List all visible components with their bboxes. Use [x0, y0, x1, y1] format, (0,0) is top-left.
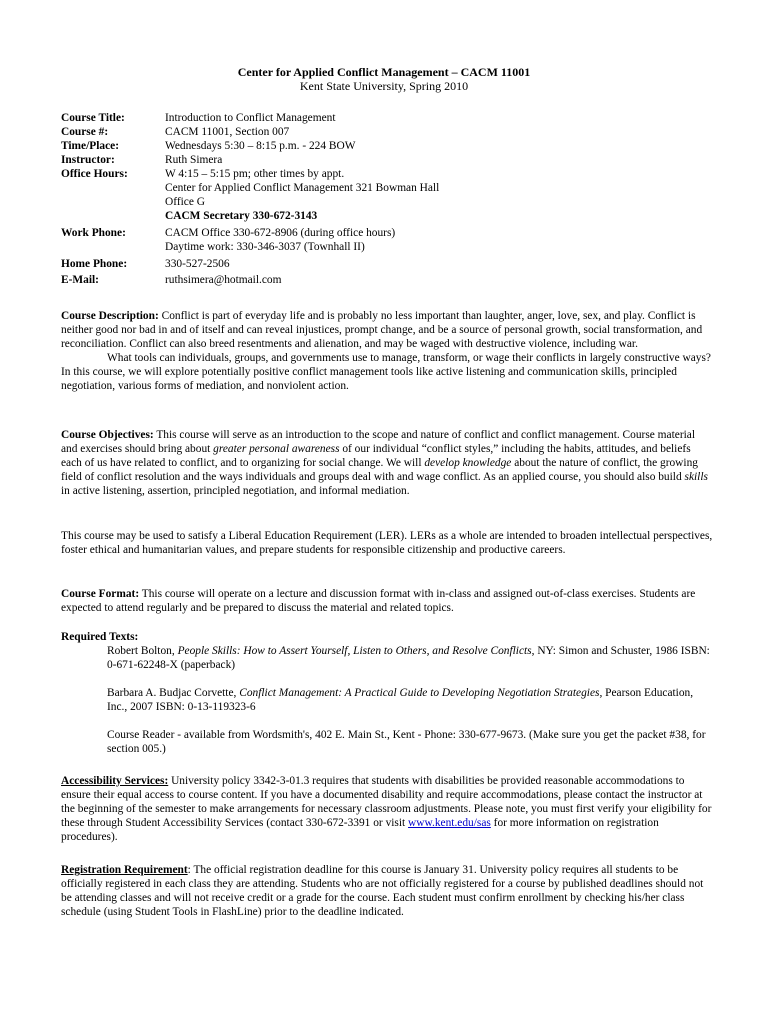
office-hours-times: W 4:15 – 5:15 pm; other times by appt. — [165, 168, 345, 180]
course-description-text: Conflict is part of everyday life and is probably no less important than laughter, anger, love, sex, and play. Conflict is neither good nor bad in and of itself and can reveal injustices, prompt change, and be a source of personal growth, social transformation, and reconciliation. Conflict can also breed resentments and alienation, and may be waged with destructive violence, including war. — [61, 310, 703, 350]
required-text-course-reader: Course Reader - available from Wordsmith's, 402 E. Main St., Kent - Phone: 330-677-9673. (Make sure you get the packet #38, for section 005.) — [107, 729, 706, 755]
work-phone-office: CACM Office 330-672-8906 (during office hours) — [165, 227, 396, 239]
info-row-time-place — [61, 139, 721, 153]
required-text-bolton: Robert Bolton, People Skills: How to Assert Yourself, Listen to Others, and Resolve Conflicts, NY: Simon and Schuster, 1986 ISBN: 0-671-62248-X (paperback) — [107, 645, 710, 671]
accessibility-services-label: Accessibility Services: — [61, 775, 169, 787]
required-texts-section — [61, 630, 713, 756]
info-row-course-title — [61, 111, 721, 125]
info-row-home-phone — [61, 257, 721, 271]
info-row-instructor — [61, 153, 721, 167]
course-objectives-label: Course Objectives: — [61, 429, 154, 441]
document-subtitle: Kent State University, Spring 2010 — [299, 79, 469, 93]
course-format-label: Course Format: — [61, 588, 140, 600]
email-value: ruthsimera@hotmail.com — [165, 274, 282, 286]
time-place-value: Wednesdays 5:30 – 8:15 p.m. - 224 BOW — [165, 140, 356, 152]
registration-requirement-section — [61, 863, 713, 919]
course-format-section — [61, 587, 713, 615]
info-row-work-phone — [61, 226, 721, 254]
course-number-value: CACM 11001, Section 007 — [165, 126, 290, 138]
ler-paragraph: This course may be used to satisfy a Liberal Education Requirement (LER). LERs as a whole are intended to broaden intellectual perspectives, foster ethical and humanitarian values, and prepare students for responsible citizenship and productive careers. — [61, 530, 713, 556]
required-text-corvette: Barbara A. Budjac Corvette, Conflict Management: A Practical Guide to Developing Negotiation Strategies, Pearson Education, Inc., 2007 ISBN: 0-13-119323-6 — [107, 687, 694, 713]
work-phone-label: Work Phone: — [61, 227, 126, 239]
office-hours-office: Office G — [165, 196, 205, 208]
email-label: E-Mail: — [61, 274, 99, 286]
info-row-email — [61, 273, 721, 287]
time-place-label: Time/Place: — [61, 140, 119, 152]
course-title-value: Introduction to Conflict Management — [165, 112, 336, 124]
course-format-text: This course will operate on a lecture and discussion format with in-class and assigned out-of-class exercises. Students are expected to attend regularly and be prepared to discuss the material and related topics. — [61, 588, 696, 614]
cacm-secretary-phone: CACM Secretary 330-672-3143 — [165, 210, 318, 222]
document-header — [0, 65, 768, 93]
home-phone-label: Home Phone: — [61, 258, 128, 270]
document-title: Center for Applied Conflict Management – CACM 11001 — [237, 65, 531, 79]
accessibility-services-section: Accessibility Services: University policy 3342-3-01.3 requires that students with disabilities be provided reasonable accommodations to ensure their equal access to course content. If you have a documented disability and require accommodations, please contact the instructor at the beginning of the semester to make arrangements for necessary classroom adjustments. Please note, you must first verify your eligibility for these through Student Accessibility Services (contact 330-672-3391 or visit www.kent.edu/sas for more information on registration procedures). — [61, 775, 712, 843]
instructor-label: Instructor: — [61, 154, 115, 166]
required-texts-label: Required Texts: — [61, 631, 139, 643]
course-number-label: Course #: — [61, 126, 109, 138]
home-phone-value: 330-527-2506 — [165, 258, 230, 270]
office-hours-location: Center for Applied Conflict Management 321 Bowman Hall — [165, 182, 440, 194]
kent-sas-link[interactable]: www.kent.edu/sas — [408, 817, 491, 829]
course-info-block — [61, 111, 721, 287]
info-row-course-number — [61, 125, 721, 139]
course-description-section — [61, 309, 713, 393]
info-row-office-hours — [61, 167, 721, 223]
course-objectives-section: Course Objectives: This course will serve as an introduction to the scope and nature of conflict and conflict management. Course material and exercises should bring about greater personal awareness of our individual “conflict styles,” including the habits, attitudes, and beliefs each of us have related to conflict, and to organizing for social change. We will develop knowledge about the nature of conflict, the growing field of conflict resolution and the ways individuals and groups deal with and wage conflict. As an applied course, you should also build skills in active listening, assertion, principled negotiation, and informal mediation. — [61, 429, 708, 497]
office-hours-label: Office Hours: — [61, 168, 128, 180]
instructor-value: Ruth Simera — [165, 154, 223, 166]
registration-requirement-label: Registration Requirement — [61, 864, 188, 876]
course-description-label: Course Description: — [61, 310, 159, 322]
course-title-label: Course Title: — [61, 112, 125, 124]
work-phone-daytime: Daytime work: 330-346-3037 (Townhall II) — [165, 241, 365, 253]
course-description-paragraph-2: What tools can individuals, groups, and governments use to manage, transform, or wage their conflicts in largely constructive ways? In this course, we will explore potentially positive conflict management tools like active listening and communication skills, principled negotiation, various forms of mediation, and nonviolent action. — [61, 352, 711, 392]
registration-requirement-text: : The official registration deadline for this course is January 31. University policy requires all students to be officially registered in each class they are attending. Students who are not officially registered for a course by published deadlines should not be attending classes and will not receive credit or a grade for the course. Each student must confirm enrollment by checking his/her class schedule (using Student Tools in FlashLine) prior to the deadline indicated. — [61, 864, 704, 918]
